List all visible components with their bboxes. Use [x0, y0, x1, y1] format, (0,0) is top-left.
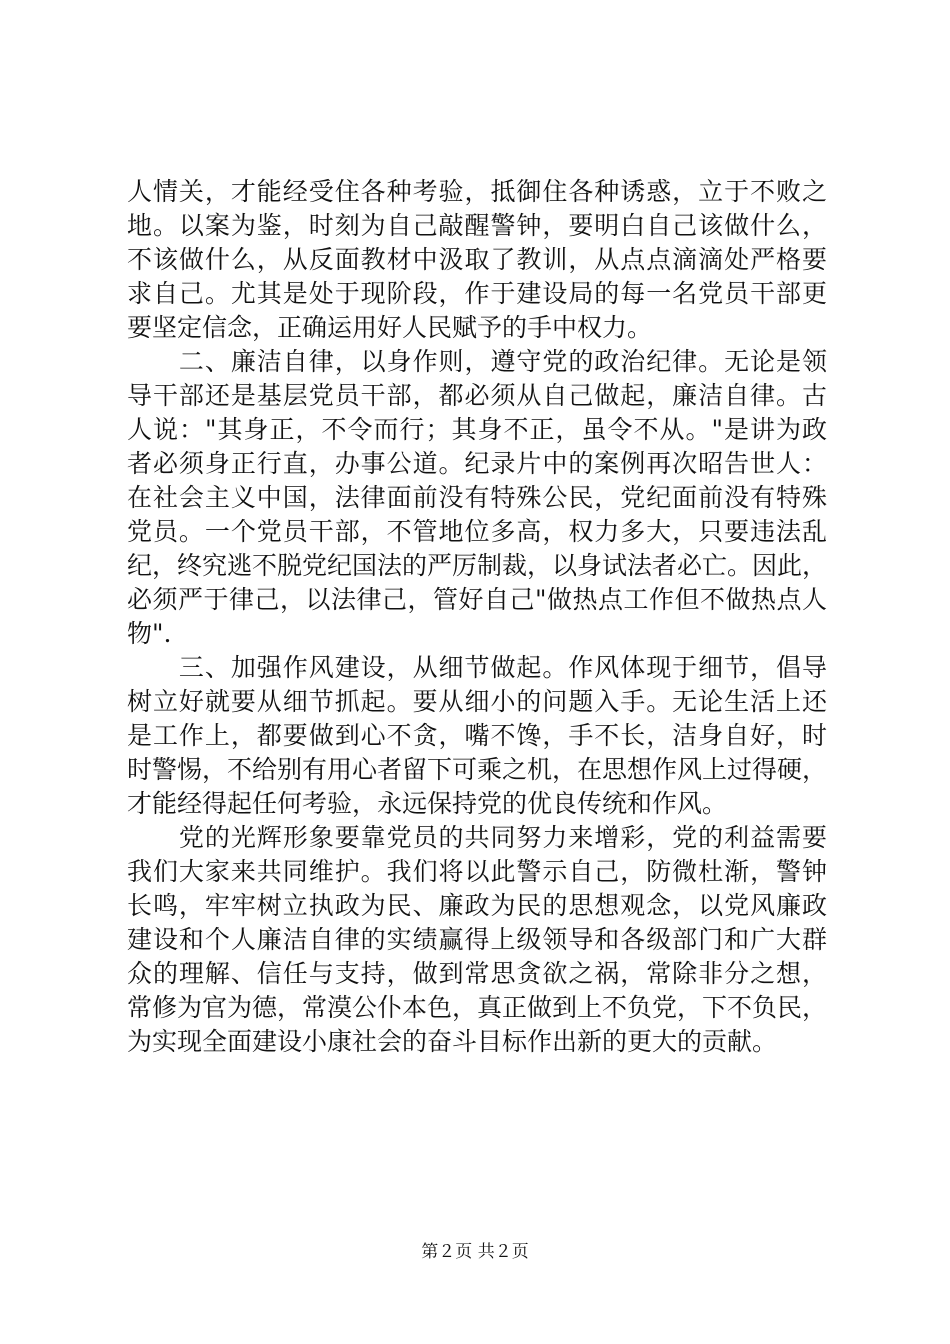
paragraph-3: [127, 651, 827, 821]
text-line: 要坚定信念，正确运用好人民赋予的手中权力。: [127, 313, 653, 342]
text-line: 纪，终究逃不脱党纪国法的严厉制裁，以身试法者必亡。因此，: [127, 551, 828, 580]
text-line: 必须严于律己，以法律己，管好自己"做热点工作但不做热点人: [127, 585, 827, 614]
text-line: 才能经得起任何考验，永远保持党的优良传统和作风。: [127, 789, 728, 818]
text-line: 不该做什么，从反面教材中汲取了教训，从点点滴滴处严格要: [127, 245, 827, 274]
text-line: 党的光辉形象要靠党员的共同努力来增彩，党的利益需要: [127, 823, 827, 852]
paragraph-4: [127, 821, 827, 1059]
text-line: 党员。一个党员干部，不管地位多高，权力多大，只要违法乱: [127, 517, 827, 546]
text-line: 物".: [127, 619, 172, 648]
text-line: 我们大家来共同维护。我们将以此警示自己，防微杜渐，警钟: [127, 857, 827, 886]
text-line: 导干部还是基层党员干部，都必须从自己做起，廉洁自律。古: [127, 381, 827, 410]
text-line: 地。以案为鉴，时刻为自己敲醒警钟，要明白自己该做什么，: [127, 211, 827, 240]
text-line: 是工作上，都要做到心不贪，嘴不馋，手不长，洁身自好，时: [127, 721, 827, 750]
text-line: 人说："其身正，不令而行；其身不正，虽令不从。"是讲为政: [127, 415, 827, 444]
page-number-footer: 第２页 共２页: [421, 1242, 529, 1262]
text-line: 为实现全面建设小康社会的奋斗目标作出新的更大的贡献。: [127, 1027, 778, 1056]
text-line: 树立好就要从细节抓起。要从细小的问题入手。无论生活上还: [127, 687, 827, 716]
text-line: 长鸣，牢牢树立执政为民、廉政为民的思想观念，以党风廉政: [127, 891, 827, 920]
document-body: [127, 175, 827, 1059]
text-line: 人情关，才能经受住各种考验，抵御住各种诱惑，立于不败之: [127, 177, 827, 206]
text-line: 常修为官为德，常漠公仆本色，真正做到上不负党，下不负民，: [127, 993, 828, 1022]
text-line: 建设和个人廉洁自律的实绩赢得上级领导和各级部门和广大群: [127, 925, 827, 954]
text-line: 求自己。尤其是处于现阶段，作于建设局的每一名党员干部更: [127, 279, 827, 308]
text-line: 众的理解、信任与支持，做到常思贪欲之祸，常除非分之想，: [127, 959, 827, 988]
text-line: 在社会主义中国，法律面前没有特殊公民，党纪面前没有特殊: [127, 483, 827, 512]
text-line: 时警惕，不给别有用心者留下可乘之机，在思想作风上过得硬，: [127, 755, 828, 784]
text-line: 者必须身正行直，办事公道。纪录片中的案例再次昭告世人：: [127, 449, 827, 478]
text-line: 三、加强作风建设，从细节做起。作风体现于细节，倡导: [127, 653, 827, 682]
paragraph-1: [127, 175, 827, 345]
paragraph-2: [127, 345, 827, 651]
text-line: 二、廉洁自律，以身作则，遵守党的政治纪律。无论是领: [127, 347, 827, 376]
